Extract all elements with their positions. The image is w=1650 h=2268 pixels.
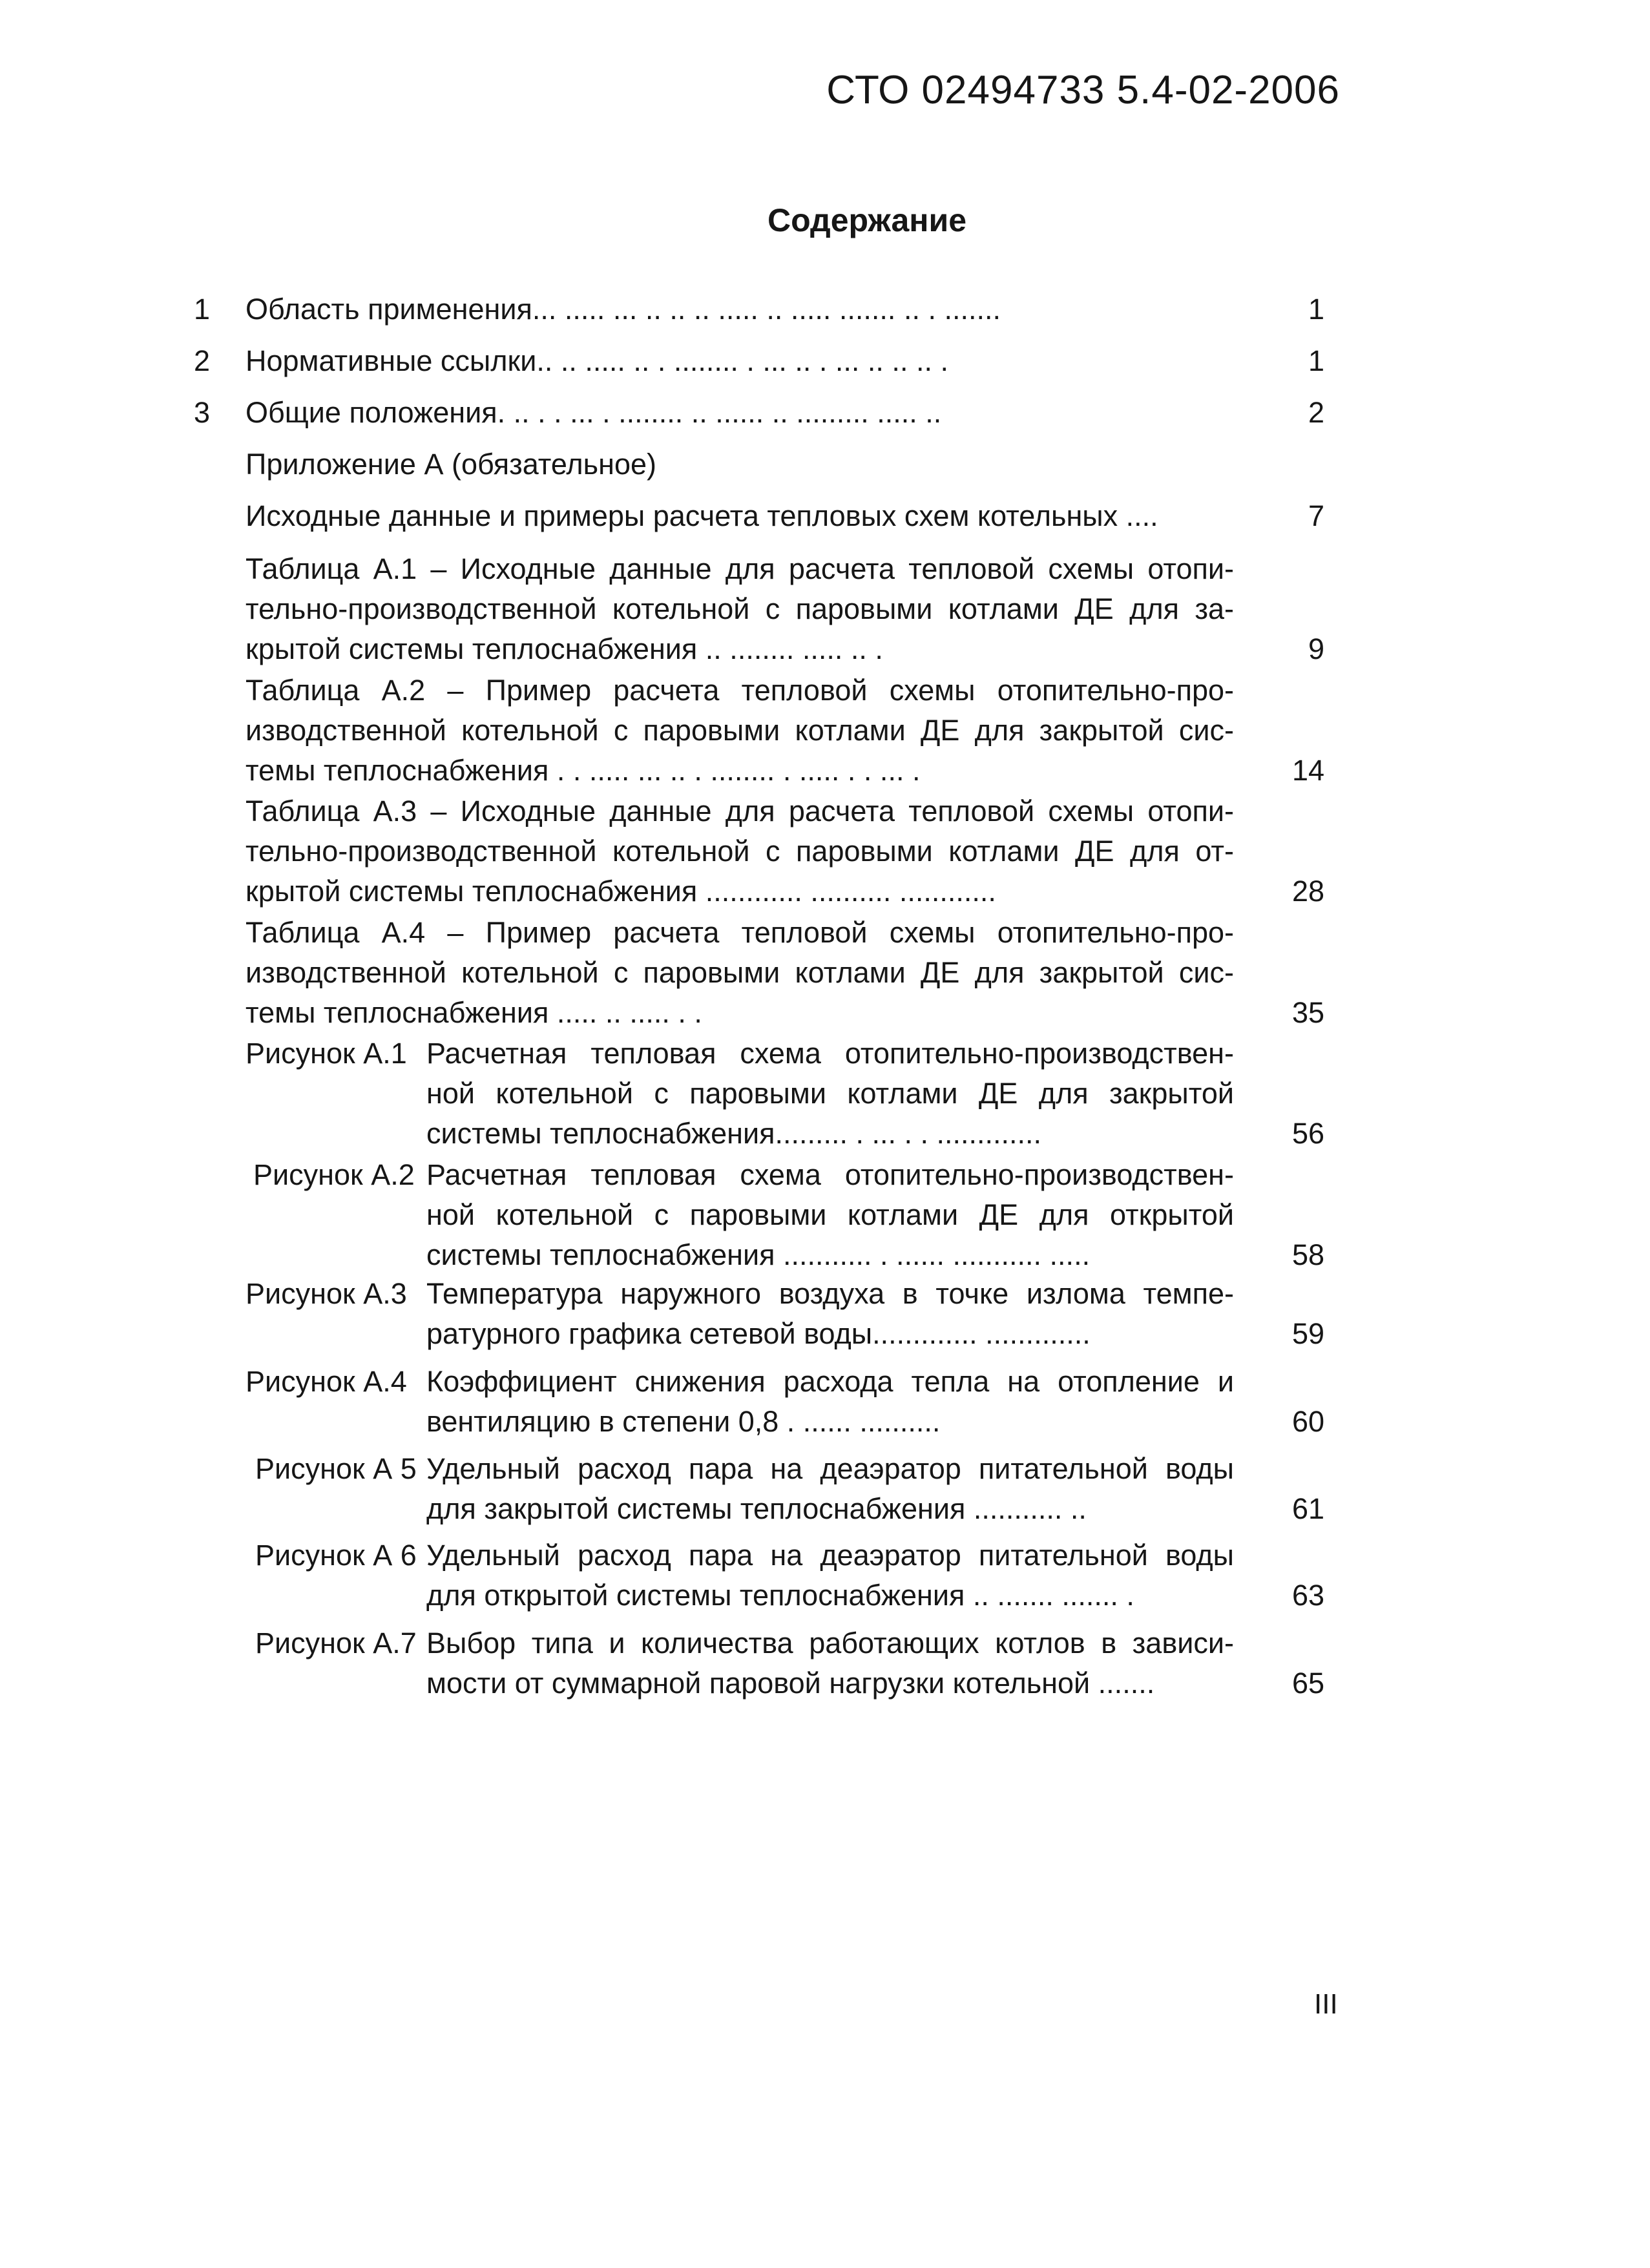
toc-entry-text (245, 444, 1234, 484)
toc-entry-number: 3 (194, 396, 211, 429)
toc-entry-line: Температура наружного воздуха в точке излома темпе- (426, 1277, 1234, 1310)
toc-entry-line: ной котельной с паровыми котлами ДЕ для закрытой (426, 1077, 1234, 1110)
toc-entry-line: темы теплоснабжения ..... .. ..... . . (245, 996, 702, 1029)
toc-entry-line: изводственной котельной с паровыми котлами ДЕ для закрытой сис- (245, 956, 1234, 989)
toc-entry-number: 1 (194, 293, 211, 326)
toc-entry-line: ратурного графика сетевой воды............. ............. (426, 1317, 1091, 1350)
document-code: СТО 02494733 5.4-02-2006 (826, 68, 1340, 112)
toc-entry-line: Расчетная тепловая схема отопительно-производствен- (426, 1037, 1234, 1070)
toc-entry-page: 1 (1308, 344, 1324, 377)
toc-entry-text (426, 1362, 1234, 1442)
toc-entry-text (426, 1449, 1234, 1529)
toc-entry-line: Выбор типа и количества работающих котлов в зависи- (426, 1627, 1234, 1659)
toc-entry-line: для открытой системы теплоснабжения .. ....... ....... . (426, 1579, 1134, 1612)
toc-entry-page: 35 (1291, 996, 1324, 1029)
toc-entry-line: Общие положения. .. . . ... . ........ .. ...... .. ......... ..... .. (245, 396, 942, 429)
toc-entry-line: Область применения... ..... ... .. .. .. ..... .. ..... ....... .. . ....... (245, 293, 1001, 326)
toc-entry-text (245, 791, 1234, 911)
toc-entry-line: изводственной котельной с паровыми котлами ДЕ для закрытой сис- (245, 714, 1234, 747)
toc-figure-label: Рисунок А.2 (253, 1158, 415, 1191)
toc-entry-text (426, 1155, 1234, 1275)
toc-entry-line: Исходные данные и примеры расчета тепловых схем котельных .... (245, 499, 1158, 532)
toc-entry-page: 14 (1291, 754, 1324, 787)
toc-entry-page: 1 (1308, 293, 1324, 326)
toc-figure-label: Рисунок А 5 (255, 1452, 417, 1485)
toc-entry-line: системы теплоснабжения ........... . ...... ........... ..... (426, 1238, 1091, 1271)
toc-entry-text (426, 1274, 1234, 1354)
toc-entry-line: тельно-производственной котельной с паровыми котлами ДЕ для за- (245, 592, 1234, 625)
toc-entry-line: для закрытой системы теплоснабжения ........... .. (426, 1492, 1087, 1525)
toc-entry-page: 60 (1291, 1405, 1324, 1438)
toc-entry-line: Таблица А.3 – Исходные данные для расчета тепловой схемы отопи- (245, 795, 1234, 827)
toc-entry-number: 2 (194, 344, 211, 377)
toc-entry-line: крытой системы теплоснабжения .. ........ ..... .. . (245, 632, 883, 665)
toc-entry-line: темы теплоснабжения . . ..... ... .. . ........ . ..... . . ... . (245, 754, 921, 787)
toc-entry-text (426, 1034, 1234, 1154)
toc-entry-line: крытой системы теплоснабжения ............ .......... ............ (245, 875, 996, 908)
toc-figure-label: Рисунок А.7 (255, 1627, 417, 1659)
toc-entry-line: тельно-производственной котельной с паровыми котлами ДЕ для от- (245, 835, 1234, 868)
toc-entry-text (426, 1623, 1234, 1703)
toc-entry-line: ной котельной с паровыми котлами ДЕ для открытой (426, 1198, 1234, 1231)
toc-entry-page: 9 (1308, 632, 1324, 665)
toc-entry-line: Приложение А (обязательное) (245, 448, 657, 481)
toc-entry-page: 58 (1291, 1238, 1324, 1271)
toc-entry-line: Таблица А.4 – Пример расчета тепловой схемы отопительно-про- (245, 916, 1234, 949)
toc-entry-line: Коэффициент снижения расхода тепла на отопление и (426, 1365, 1234, 1398)
toc-entry-page: 59 (1291, 1317, 1324, 1350)
toc-entry-page: 61 (1291, 1492, 1324, 1525)
toc-entry-line: Удельный расход пара на деаэратор питательной воды (426, 1452, 1234, 1485)
toc-entry-page: 65 (1291, 1667, 1324, 1700)
page-number: III (1314, 1988, 1338, 2020)
toc-entry-line: Расчетная тепловая схема отопительно-производствен- (426, 1158, 1234, 1191)
toc-entry-line: Удельный расход пара на деаэратор питательной воды (426, 1539, 1234, 1572)
toc-title: Содержание (767, 202, 967, 238)
toc-figure-label: Рисунок А 6 (255, 1539, 417, 1572)
toc-entry-line: системы теплоснабжения......... . ... . . ............. (426, 1117, 1042, 1150)
toc-entry-text (245, 393, 1234, 433)
toc-entry-page: 7 (1308, 499, 1324, 532)
toc-entry-page: 28 (1291, 875, 1324, 908)
toc-entry-line: Таблица А.2 – Пример расчета тепловой схемы отопительно-про- (245, 674, 1234, 707)
toc-entry-text (245, 671, 1234, 791)
toc-entry-page: 2 (1308, 396, 1324, 429)
toc-entry-line: Таблица А.1 – Исходные данные для расчета тепловой схемы отопи- (245, 552, 1234, 585)
toc-entry-page: 56 (1291, 1117, 1324, 1150)
toc-entry-text (245, 289, 1234, 329)
toc-entry-text (245, 496, 1234, 536)
toc-figure-label: Рисунок А.4 (245, 1365, 407, 1398)
toc-entry-page: 63 (1291, 1579, 1324, 1612)
toc-entry-line: вентиляцию в степени 0,8 . ...... .......... (426, 1405, 941, 1438)
toc-entry-text (426, 1535, 1234, 1616)
toc-entry-text (245, 341, 1234, 381)
toc-entry-text (245, 549, 1234, 669)
toc-figure-label: Рисунок А.1 (245, 1037, 407, 1070)
toc-entry-line: Нормативные ссылки.. .. ..... .. . ........ . ... .. . ... .. .. .. . (245, 344, 948, 377)
toc-entry-line: мости от суммарной паровой нагрузки котельной ....... (426, 1667, 1155, 1700)
toc-figure-label: Рисунок А.3 (245, 1277, 407, 1310)
toc-entry-text (245, 913, 1234, 1033)
